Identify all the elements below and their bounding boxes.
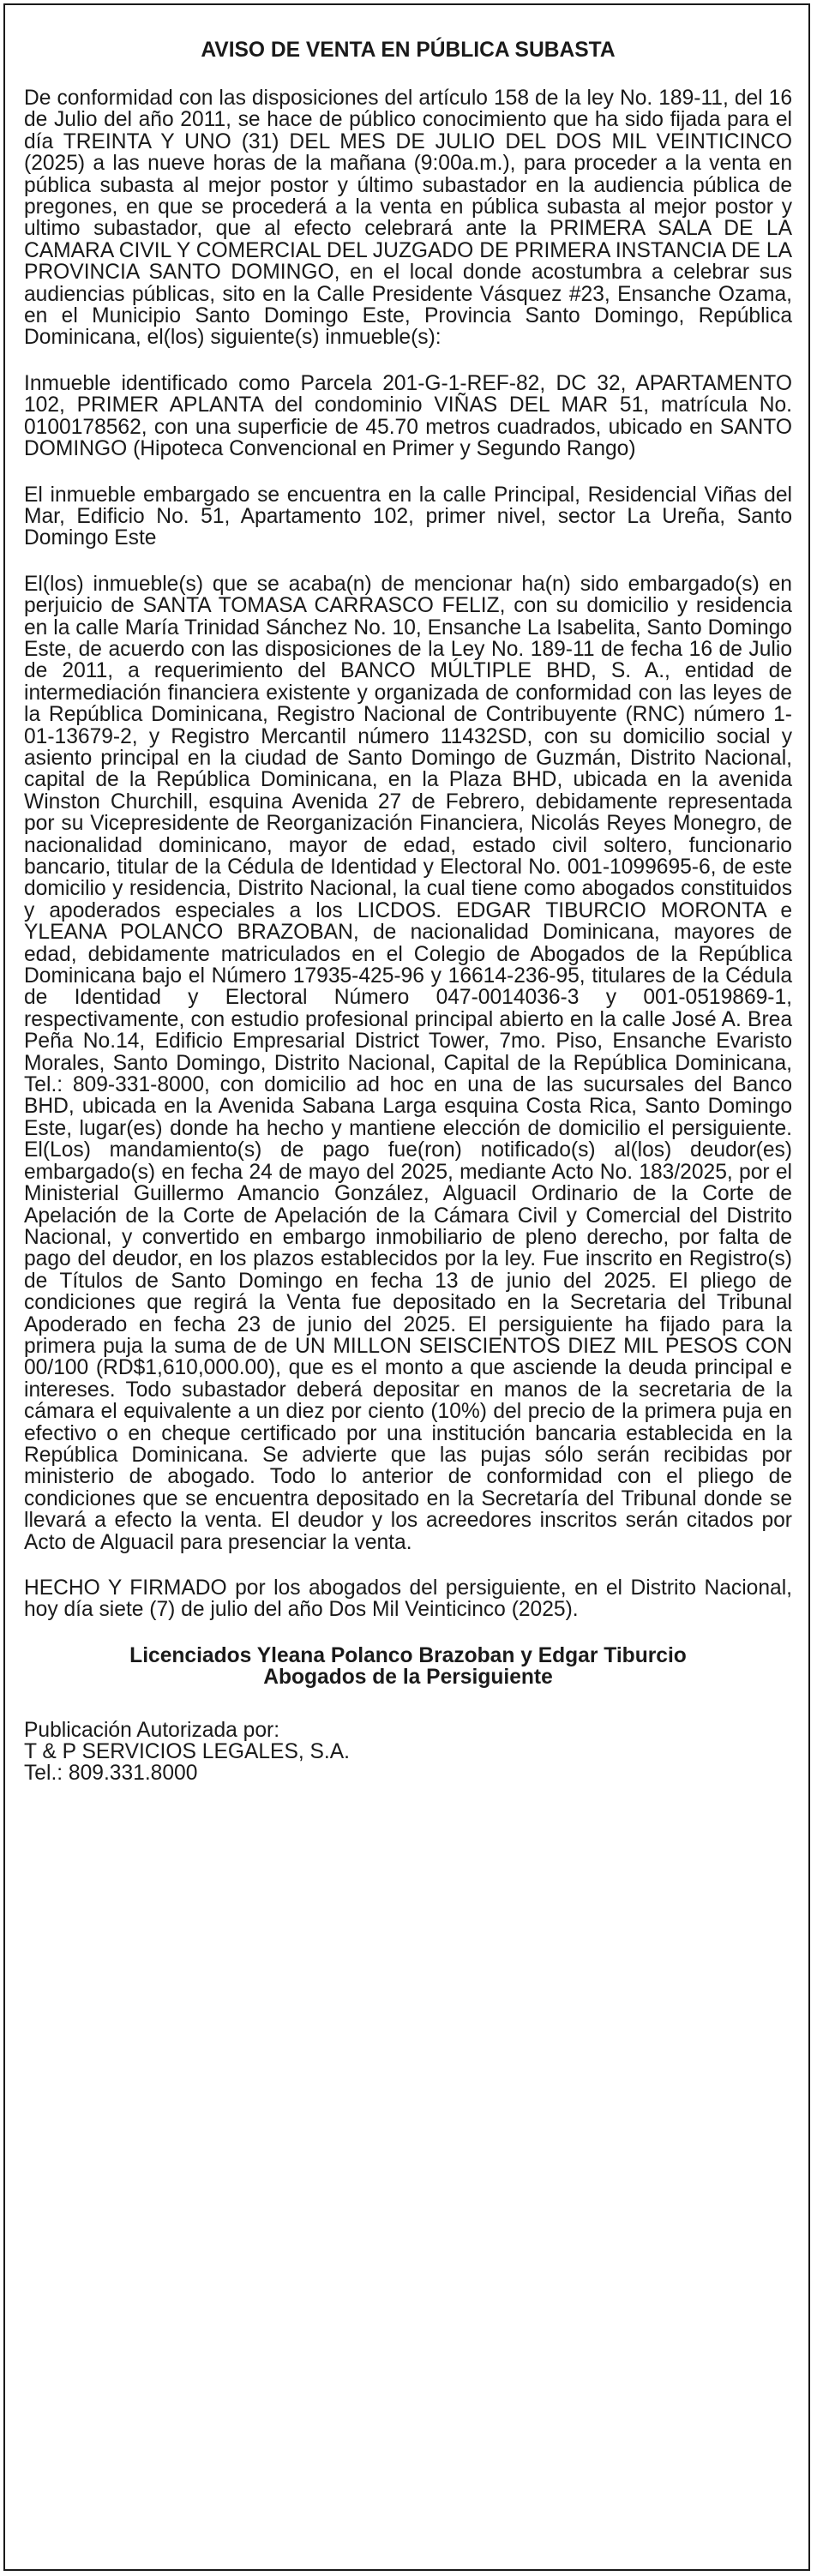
publication-label: Publicación Autorizada por: [24, 1718, 280, 1742]
paragraph-seizure-details: El(los) inmueble(s) que se acaba(n) de mencionar ha(n) sido embargado(s) en perjuicio de SANTA TOMASA CARRASCO FELIZ, con su domicilio y residencia en la calle María Trinidad Sánchez No. 10, Ensanche La Isabelita, Santo Domingo Este, de acuerdo con las disposiciones de la Ley No. 189-11 de fecha 16 de Julio de 2011, a requerimiento del BANCO MÚLTIPLE BHD, S. A., entidad de intermediación financiera existente y organizada de conformidad con las leyes de la República Dominicana, Registro Nacional de Contribuyente (RNC) número 1-01-13679-2, y Registro Mercantil número 11432SD, con su domicilio social y asiento principal en la ciudad de Santo Domingo de Guzmán, Distrito Nacional, capital de la República Dominicana, en la Plaza BHD, ubicada en la avenida Winston Churchill, esquina Avenida 27 de Febrero, debidamente representada por su Vicepresidente de Reorganización Financiera, Nicolás Reyes Monegro, de nacionalidad dominicano, mayor de edad, estado civil soltero, funcionario bancario, titular de la Cédula de Identidad y Electoral No. 001-1099695-6, de este domicilio y residencia, Distrito Nacional, la cual tiene como abogados constituidos y apoderados especiales a los LICDOS. EDGAR TIBURCIO MORONTA e YLEANA POLANCO BRAZOBAN, de nacionalidad Dominicana, mayores de edad, debidamente matriculados en el Colegio de Abogados de la República Dominicana bajo el Número 17935-425-96 y 16614-236-95, titulares de la Cédula de Identidad y Electoral Número 047-0014036-3 y 001-0519869-1, respectivamente, con estudio profesional principal abierto en la calle José A. Brea Peña No.14, Edificio Empresarial District Tower, 7mo. Piso, Ensanche Evaristo Morales, Santo Domingo, Distrito Nacional, Capital de la República Dominicana, Tel.: 809-331-8000, con domicilio ad hoc en una de las sucursales del Banco BHD, ubicada en la Avenida Sabana Larga esquina Costa Rica, Santo Domingo Este, lugar(es) donde ha hecho y mantiene elección de domicilio el persiguiente. El(Los) mandamiento(s) de pago fue(ron) notificado(s) al(los) deudor(es) embargado(s) en fecha 24 de mayo del 2025, mediante Acto No. 183/2025, por el Ministerial Guillermo Amancio González, Alguacil Ordinario de la Corte de Apelación de la Corte de Apelación de la Cámara Civil y Comercial del Distrito Nacional, y convertido en embargo inmobiliario de pleno derecho, por falta de pago del deudor, en los plazos establecidos por la ley. Fue inscrito en Registro(s) de Títulos de Santo Domingo en fecha 13 de junio del 2025. El pliego de condiciones que regirá la Venta fue depositado en la Secretaria del Tribunal Apoderado en fecha 23 de junio del 2025. El persiguiente ha fijado para la primera puja la suma de de UN MILLON SEISCIENTOS DIEZ MIL PESOS CON 00/100 (RD$1,610,000.00), que es el monto a que asciende la deuda principal e intereses. Todo subastador deberá depositar en manos de la secretaria de la cámara el equivalente a un diez por ciento (10%) del precio de la primera puja en efectivo o en cheque certificado por una institución bancaria establecida en la República Dominicana. Se advierte que las pujas sólo serán recibidas por ministerio de abogado. Todo lo anterior de conformidad con el pliego de condiciones que se encuentra depositado en la Secretaría del Tribunal donde se llevará a efecto la venta. El deudor y los acreedores inscritos serán citados por Acto de Alguacil para presenciar la venta. [24, 572, 792, 1554]
notice-title: AVISO DE VENTA EN PÚBLICA SUBASTA [201, 39, 616, 62]
legal-notice-body [24, 38, 792, 1785]
signature-role: Abogados de la Persiguiente [263, 1666, 553, 1690]
paragraph-auction-announcement: De conformidad con las disposiciones del artículo 158 de la ley No. 189-11, del 16 de Julio del año 2011, se hace de público conocimiento que ha sido fijada para el día TREINTA Y UNO (31) DEL MES DE JULIO DEL DOS MIL VEINTICINCO (2025) a las nueve horas de la mañana (9:00a.m.), para proceder a la venta en pública subasta al mejor postor y último subastador en la audiencia pública de pregones, en que se procederá a la venta en pública subasta al mejor postor y ultimo subastador, que al efecto celebrará ante la PRIMERA SALA DE LA CAMARA CIVIL Y COMERCIAL DEL JUZGADO DE PRIMERA INSTANCIA DE LA PROVINCIA SANTO DOMINGO, en el local donde acostumbra a celebrar sus audiencias públicas, sito en la Calle Presidente Vásquez #23, Ensanche Ozama, en el Municipio Santo Domingo Este, Provincia Santo Domingo, República Dominicana, el(los) siguiente(s) inmueble(s): [24, 87, 792, 350]
publication-phone: Tel.: 809.331.8000 [24, 1762, 198, 1786]
publication-block [24, 1720, 792, 1785]
legal-notice-frame [3, 3, 810, 2571]
publication-company: T & P SERVICIOS LEGALES, S.A. [24, 1740, 351, 1764]
signature-block [24, 1645, 792, 1689]
paragraph-property-location: El inmueble embargado se encuentra en la calle Principal, Residencial Viñas del Mar, Edificio No. 51, Apartamento 102, primer nivel, sector La Ureña, Santo Domingo Este [24, 483, 792, 550]
paragraph-property-identification: Inmueble identificado como Parcela 201-G-1-REF-82, DC 32, APARTAMENTO 102, PRIMER APLANTA del condominio VIÑAS DEL MAR 51, matrícula No. 0100178562, con una superficie de 45.70 metros cuadrados, ubicado en SANTO DOMINGO (Hipoteca Convencional en Primer y Segundo Rango) [24, 371, 792, 461]
paragraph-signed-statement: HECHO Y FIRMADO por los abogados del persiguiente, en el Distrito Nacional, hoy día siete (7) de julio del año Dos Mil Veinticinco (2025). [24, 1576, 792, 1622]
signature-lawyers: Licenciados Yleana Polanco Brazoban y Edgar Tiburcio [129, 1643, 687, 1667]
